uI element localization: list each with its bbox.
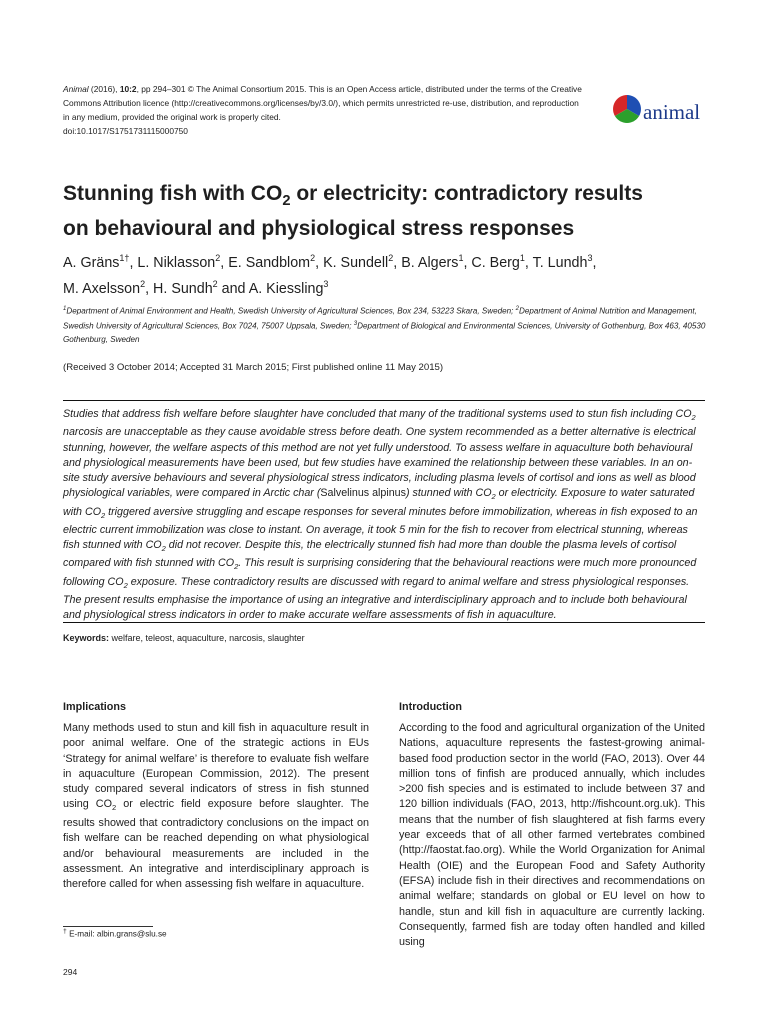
- keywords-text: welfare, teleost, aquaculture, narcosis, slaughter: [109, 633, 305, 643]
- affiliation-mark: 2: [515, 306, 519, 312]
- affiliations: [63, 303, 713, 347]
- abstract-text: narcosis are unacceptable as they cause avoidable stress before death. One system recommended as a better alternative is electrical stunning, however, the welfare aspects of this method are not yet fully understood. To assess welfare in aquaculture both behavioural and physiological measurements have been used, but few studies have examined the relationship between these variables. In an on-site study aversive behaviours and several physiological stress indicators, including plasma levels of cortisol and ions as well as blood physiological variables, were compared in Arctic char (: [63, 426, 696, 500]
- author-affiliation-mark: 3: [587, 253, 593, 263]
- author-name: L. Niklasson: [137, 254, 216, 271]
- title-part: or electricity: contradictory results: [290, 182, 643, 205]
- abstract-bottom-rule: [63, 622, 705, 623]
- implications-text-part: Many methods used to stun and kill fish in aquaculture result in poor animal welfare. One of the strategic actions in EUs ‘Strategy for animal welfare’ is therefore to evaluate fish welfare in aquaculture (European Commission, 2012). The present study compared several indicators of stress in fish stunned using CO: [63, 722, 369, 811]
- keywords: [63, 633, 305, 643]
- implications-text-part: or electric field exposure before slaughter. The results showed that contradictory conclusions on the impact on fish welfare can be reached depending on what physiological and/or behavioural measurements are included in the assessment. An integrative and interdisciplinary approach is therefore called for when assessing fish welfare in aquaculture.: [63, 798, 369, 891]
- subscript: 2: [161, 544, 166, 554]
- license-text: , pp 294–301 © The Animal Consortium 2015. This is an Open Access article, distributed under the terms of the Creative Commons Attribution licence (http://creativecommons.org/licenses/by/3.0/), which permits unrestricted re-use, distribution, and reproduction in any medium, provided the original work is properly cited.: [63, 84, 582, 122]
- affiliation-3: Department of Biological and Environmental Sciences, University of Gothenburg, Box 463, 40530 Gothenburg, Sweden: [63, 321, 706, 345]
- introduction-heading: Introduction: [399, 701, 462, 713]
- doi: doi:10.1017/S1751731115000750: [63, 126, 188, 136]
- abstract-text: ) stunned with CO: [405, 487, 492, 500]
- citation-year: (2016),: [88, 84, 120, 94]
- introduction-text: According to the food and agricultural organization of the United Nations, aquaculture represents the fastest-growing animal-based food production sector in the world (FAO, 2013). Over 44 million tons of finfish are produced annually, which includes >200 fish species and is estimated to include between 37 and 120 billion individuals (FAO, 2013, http://fishcount.org.uk). This means that the number of fish slaughtered at fish farms every year exceeds that of all other farmed vertebrates combined (http://faostat.fao.org). While the World Organization for Animal Health (OIE) and the European Food and Safety Authority (EFSA) include fish in their directives and recommendations on animal welfare; standards on global or EU level on how to handle, stun and kill fish in aquaculture are currently lacking. Consequently, farmed fish are today often handled and killed using: [399, 722, 705, 949]
- author-affiliation-mark: 1: [458, 253, 464, 263]
- author-name: M. Axelsson: [63, 280, 141, 297]
- author-affiliation-mark: 1: [519, 253, 525, 263]
- abstract-top-rule: [63, 400, 705, 401]
- journal-logo: [612, 94, 722, 134]
- author-name: A. Gräns: [63, 254, 120, 271]
- keywords-label: Keywords:: [63, 633, 110, 643]
- subscript: 2: [691, 413, 696, 423]
- affiliation-mark: 3: [353, 321, 358, 328]
- volume: 10:2: [119, 84, 137, 94]
- author-affiliation-mark: 3: [323, 278, 329, 289]
- abstract-text: Studies that address fish welfare before slaughter have concluded that many of the traditional systems used to stun fish including CO: [63, 408, 692, 420]
- implications-heading: Implications: [63, 701, 126, 713]
- author-name: K. Sundell: [323, 254, 389, 271]
- author-affiliation-mark: 2: [215, 253, 221, 263]
- abstract-text: exposure. These contradictory results are discussed with regard to animal welfare and stress physiological responses. The present results emphasise the importance of using an integrative and interdisciplinary approach and to include both behavioural and physiological stress indicators in order to make accurate welfare assessments of fish in aquaculture.: [63, 575, 690, 622]
- footnote-email: E-mail: albin.grans@slu.se: [66, 929, 167, 939]
- footnote-rule: [63, 926, 153, 927]
- author-affiliation-mark: 2: [212, 278, 218, 289]
- title-line-2: on behavioural and physiological stress responses: [63, 217, 575, 241]
- affiliation-2: Department of Animal Nutrition and Management, Swedish University of Agricultural Sciences, Box 7024, 75007 Uppsala, Sweden;: [63, 306, 697, 331]
- footnote: [63, 928, 167, 939]
- affiliation-1: Department of Animal Environment and Health, Swedish University of Agricultural Sciences, Box 234, 53223 Skara, Sweden;: [66, 306, 516, 316]
- logo-text: animal: [643, 100, 701, 124]
- author-list: A. Gräns$^{1\dagger}$, L. Niklasson$^2$, E. Sandblom$^2$, K. Sundell$^2$, B. Algers$^1$, C. Berg$^1$, T. Lundh$^3$, M. Axelsson$^2$, H. Sundh$^2$ and A. Kiessling$^3$: [63, 253, 597, 297]
- abstract-text: triggered aversive struggling and escape responses for several minutes before immobilization, whereas in fish exposed to an electric current immobilization was close to instant. On average, it took 5 min for the fish to recover from electrical stunning, whereas fish stunned with CO: [63, 505, 698, 552]
- footnote-mark: †: [63, 928, 67, 935]
- subscript: 2: [101, 510, 106, 520]
- author-name: C. Berg: [471, 254, 520, 271]
- species-name: Salvelinus alpinus: [320, 487, 406, 500]
- title-part: Stunning fish with CO: [63, 182, 283, 205]
- subscript: 2: [112, 803, 117, 813]
- abstract: [63, 407, 705, 623]
- author-affiliation-mark: 2: [310, 253, 316, 263]
- title-subscript: 2: [282, 193, 291, 210]
- citation-header: [63, 82, 583, 138]
- abstract-text: or electricity. Exposure to water saturated with CO: [63, 487, 695, 518]
- author-name: E. Sandblom: [228, 254, 311, 271]
- affiliation-mark: 1: [63, 306, 67, 312]
- author-affiliation-mark: 2: [140, 278, 146, 289]
- journal-name: Animal: [63, 84, 89, 94]
- subscript: 2: [234, 562, 239, 572]
- author-name: B. Algers: [401, 254, 459, 271]
- abstract-text: . This result is surprising considering that the behavioural reactions were much more pronounced following CO: [63, 557, 697, 588]
- page-number: 294: [63, 967, 78, 977]
- author-affiliation-mark: 2: [388, 253, 394, 263]
- received-dates: (Received 3 October 2014; Accepted 31 March 2015; First published online 11 May 2015): [63, 362, 444, 373]
- author-name: H. Sundh: [153, 280, 213, 297]
- abstract-text: did not recover. Despite this, the electrically stunned fish had more than double the plasma levels of cortisol compared with fish stunned with CO: [63, 539, 677, 570]
- author-affiliation-mark: 1†: [119, 253, 130, 263]
- implications-text: [63, 721, 369, 892]
- logo-circle-icon: [612, 94, 642, 124]
- subscript: 2: [123, 580, 128, 590]
- article-title: [63, 180, 683, 242]
- author-name: A. Kiessling: [248, 280, 324, 297]
- subscript: 2: [491, 492, 496, 502]
- author-name: T. Lundh: [532, 254, 588, 271]
